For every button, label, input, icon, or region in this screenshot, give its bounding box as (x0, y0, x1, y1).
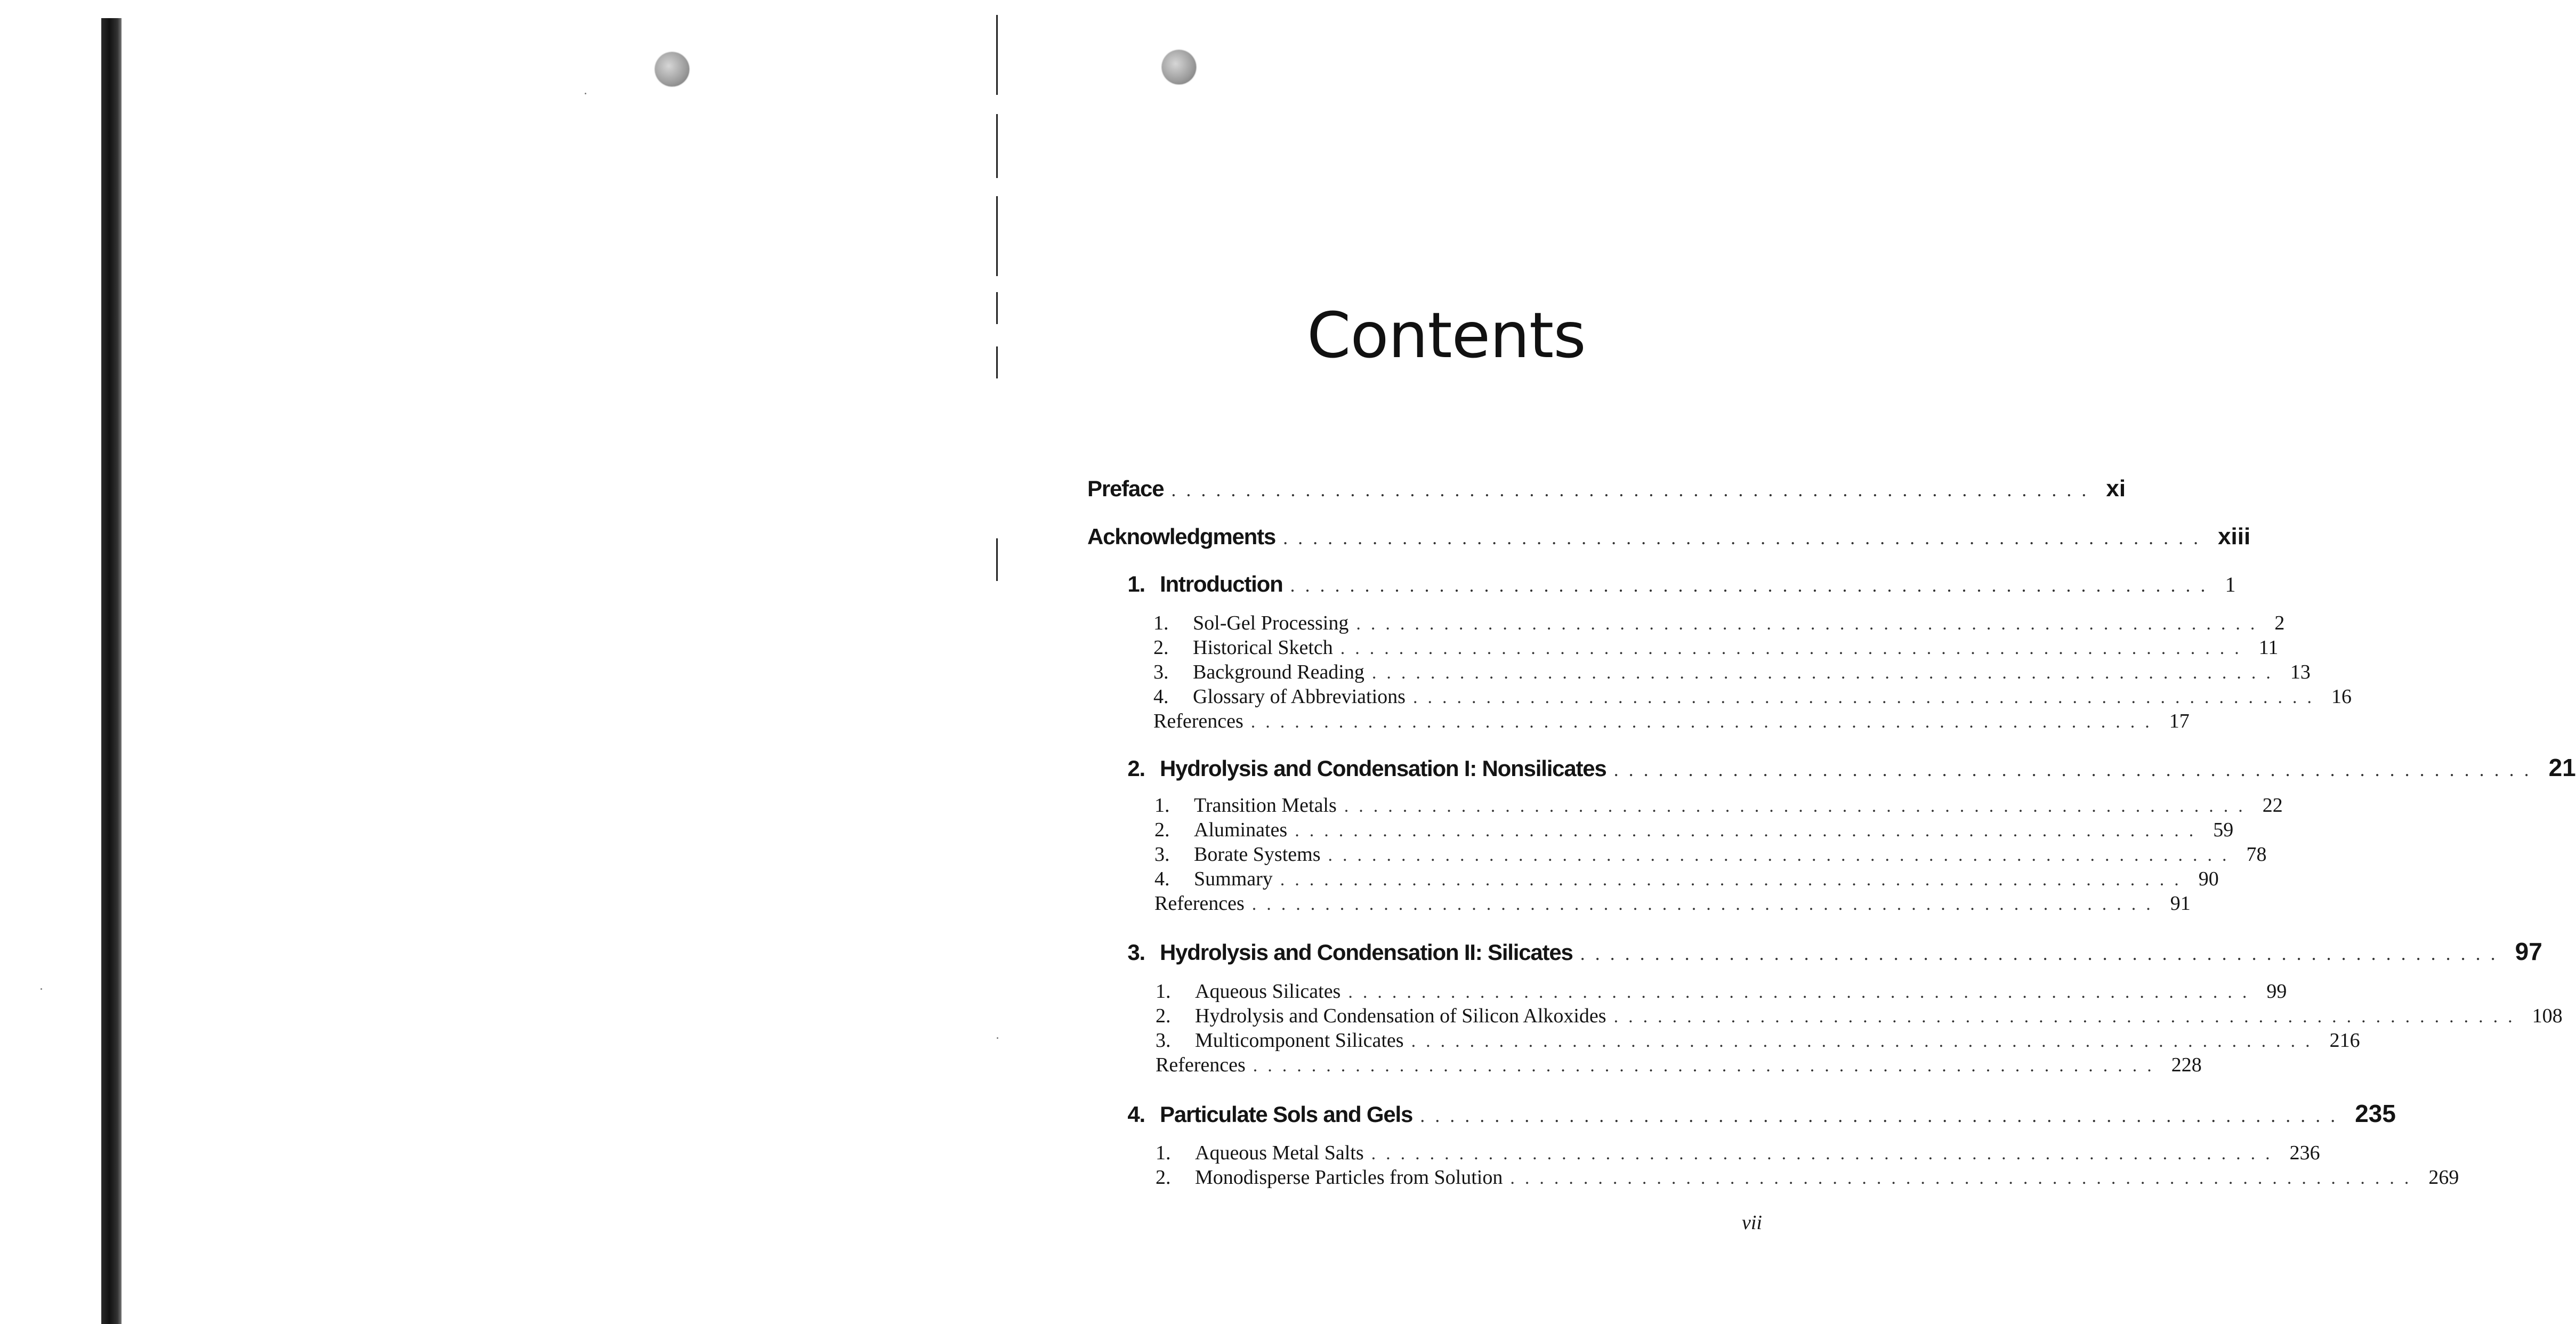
page-gutter-line (996, 346, 998, 378)
dot-leader: .............................................................. (1613, 759, 2539, 780)
toc-page-number: 269 (2428, 1166, 2459, 1189)
section-number: 3. (1153, 661, 1169, 683)
section-number: 2. (1156, 1005, 1171, 1027)
chapter-number: 4. (1127, 1102, 1145, 1127)
page-folio-number: vii (1742, 1212, 1762, 1234)
toc-chapter-1 (1087, 571, 2236, 597)
page-gutter-line (996, 114, 998, 178)
left-punch-hole (655, 52, 689, 86)
toc-page-number: xi (2106, 475, 2126, 502)
toc-page-number: 99 (2266, 980, 2287, 1003)
section-title: Aqueous Silicates (1195, 980, 1341, 1003)
page-gutter-line (996, 15, 998, 95)
contents-page (1087, 0, 2576, 1321)
toc-page-number: 97 (2515, 938, 2542, 965)
book-binding-edge (101, 18, 122, 1324)
page-gutter-line (996, 196, 998, 276)
toc-page-number: 1 (2225, 572, 2236, 596)
section-title: Glossary of Abbreviations (1193, 685, 1406, 708)
section-title: Historical Sketch (1193, 636, 1333, 659)
section-title: Background Reading (1193, 661, 1364, 683)
scan-dust-speck (997, 1037, 998, 1039)
section-number: 1. (1156, 1142, 1171, 1164)
toc-references (1153, 709, 2190, 733)
toc-page-number: 22 (2262, 794, 2283, 817)
dot-leader: .............................................................. (1411, 1031, 2320, 1051)
section-title: Summary (1194, 868, 1273, 890)
toc-page-number: 17 (2169, 710, 2190, 732)
section-number: 4. (1154, 868, 1170, 890)
section-title: Hydrolysis and Condensation of Silicon Alkoxides (1195, 1005, 1606, 1027)
toc-entry-preface (1087, 475, 2126, 502)
dot-leader: .............................................................. (1580, 943, 2506, 964)
toc-page-number: 236 (2289, 1142, 2320, 1164)
toc-section (1154, 818, 2234, 842)
toc-page-number: 21 (2548, 754, 2576, 781)
dot-leader: .............................................................. (1510, 1168, 2419, 1188)
dot-leader: .............................................................. (1613, 1007, 2523, 1027)
toc-section (1154, 867, 2219, 891)
toc-page-number: 13 (2290, 661, 2311, 683)
dot-leader: .............................................................. (1412, 688, 2322, 707)
chapter-number: 3. (1127, 940, 1145, 965)
dot-leader: .............................................................. (1250, 712, 2160, 732)
toc-section (1153, 611, 2285, 635)
toc-section (1153, 660, 2311, 684)
section-title: References (1153, 710, 1243, 732)
toc-references (1156, 1053, 2202, 1077)
section-title: Aqueous Metal Salts (1195, 1142, 1364, 1164)
section-title: Aluminates (1194, 819, 1288, 841)
toc-chapter-4 (1087, 1099, 2396, 1128)
dot-leader: .............................................................. (1340, 639, 2249, 658)
dot-leader: .............................................................. (1348, 982, 2257, 1002)
dot-leader: .............................................................. (1356, 614, 2265, 634)
scan-dust-speck (585, 93, 586, 94)
dot-leader: .............................................................. (1290, 575, 2216, 596)
chapter-title: Particulate Sols and Gels (1160, 1102, 1413, 1127)
toc-page-number: xiii (2218, 523, 2251, 550)
toc-chapter-3 (1087, 937, 2542, 966)
toc-entry-acknowledgments (1087, 523, 2251, 550)
section-number: 3. (1156, 1029, 1171, 1052)
toc-references (1154, 892, 2191, 915)
toc-section (1156, 1166, 2459, 1189)
toc-page-number: 91 (2170, 892, 2191, 915)
toc-section (1156, 1029, 2360, 1052)
chapter-number: 2. (1127, 756, 1145, 781)
toc-page-number: 2 (2274, 612, 2285, 634)
dot-leader: .............................................................. (1295, 821, 2204, 841)
toc-section (1156, 980, 2287, 1003)
scan-dust-speck (41, 988, 42, 990)
dot-leader: .............................................................. (1328, 845, 2237, 865)
toc-section (1156, 1141, 2320, 1165)
chapter-title: Hydrolysis and Condensation II: Silicates (1160, 940, 1573, 965)
section-number: 1. (1154, 794, 1170, 817)
dot-leader: .............................................................. (1344, 796, 2253, 816)
toc-page-number: 228 (2171, 1054, 2202, 1076)
section-title: Sol-Gel Processing (1193, 612, 1349, 634)
toc-page-number: 235 (2355, 1100, 2396, 1127)
section-number: 1. (1153, 612, 1169, 634)
dot-leader: .............................................................. (1371, 663, 2281, 683)
dot-leader: .............................................................. (1253, 1056, 2162, 1076)
toc-page-number: 78 (2246, 843, 2267, 866)
dot-leader: .............................................................. (1171, 479, 2097, 500)
toc-page-number: 59 (2213, 819, 2234, 841)
page-title: Contents (1307, 298, 1586, 372)
section-number: 2. (1156, 1166, 1171, 1189)
page-gutter-line (996, 292, 998, 324)
toc-page-number: 11 (2258, 636, 2279, 659)
chapter-number: 1. (1127, 571, 1145, 596)
toc-section (1154, 794, 2283, 817)
section-title: Borate Systems (1194, 843, 1321, 866)
dot-leader: .............................................................. (1280, 870, 2189, 890)
toc-entry-label: Preface (1087, 476, 1164, 501)
section-title: References (1154, 892, 1245, 915)
section-title: Monodisperse Particles from Solution (1195, 1166, 1503, 1189)
toc-section (1156, 1004, 2563, 1028)
toc-page-number: 90 (2198, 868, 2219, 890)
dot-leader: .............................................................. (1283, 527, 2209, 548)
section-number: 2. (1153, 636, 1169, 659)
section-number: 4. (1153, 685, 1169, 708)
section-title: Multicomponent Silicates (1195, 1029, 1404, 1052)
toc-section (1153, 685, 2352, 708)
toc-section (1154, 843, 2267, 866)
toc-page-number: 216 (2329, 1029, 2360, 1052)
chapter-title: Introduction (1160, 571, 1283, 596)
section-title: References (1156, 1054, 1246, 1076)
toc-chapter-2 (1087, 753, 2576, 782)
toc-entry-label: Acknowledgments (1087, 524, 1276, 549)
section-number: 1. (1156, 980, 1171, 1003)
toc-page-number: 108 (2532, 1005, 2563, 1027)
toc-page-number: 16 (2331, 685, 2352, 708)
toc-section (1153, 636, 2279, 659)
section-title: Transition Metals (1194, 794, 1337, 817)
dot-leader: .............................................................. (1251, 894, 2161, 914)
section-number: 3. (1154, 843, 1170, 866)
page-gutter-line (996, 538, 998, 581)
dot-leader: .............................................................. (1371, 1144, 2280, 1164)
chapter-title: Hydrolysis and Condensation I: Nonsilicates (1160, 756, 1606, 781)
section-number: 2. (1154, 819, 1170, 841)
dot-leader: .............................................................. (1420, 1105, 2346, 1126)
